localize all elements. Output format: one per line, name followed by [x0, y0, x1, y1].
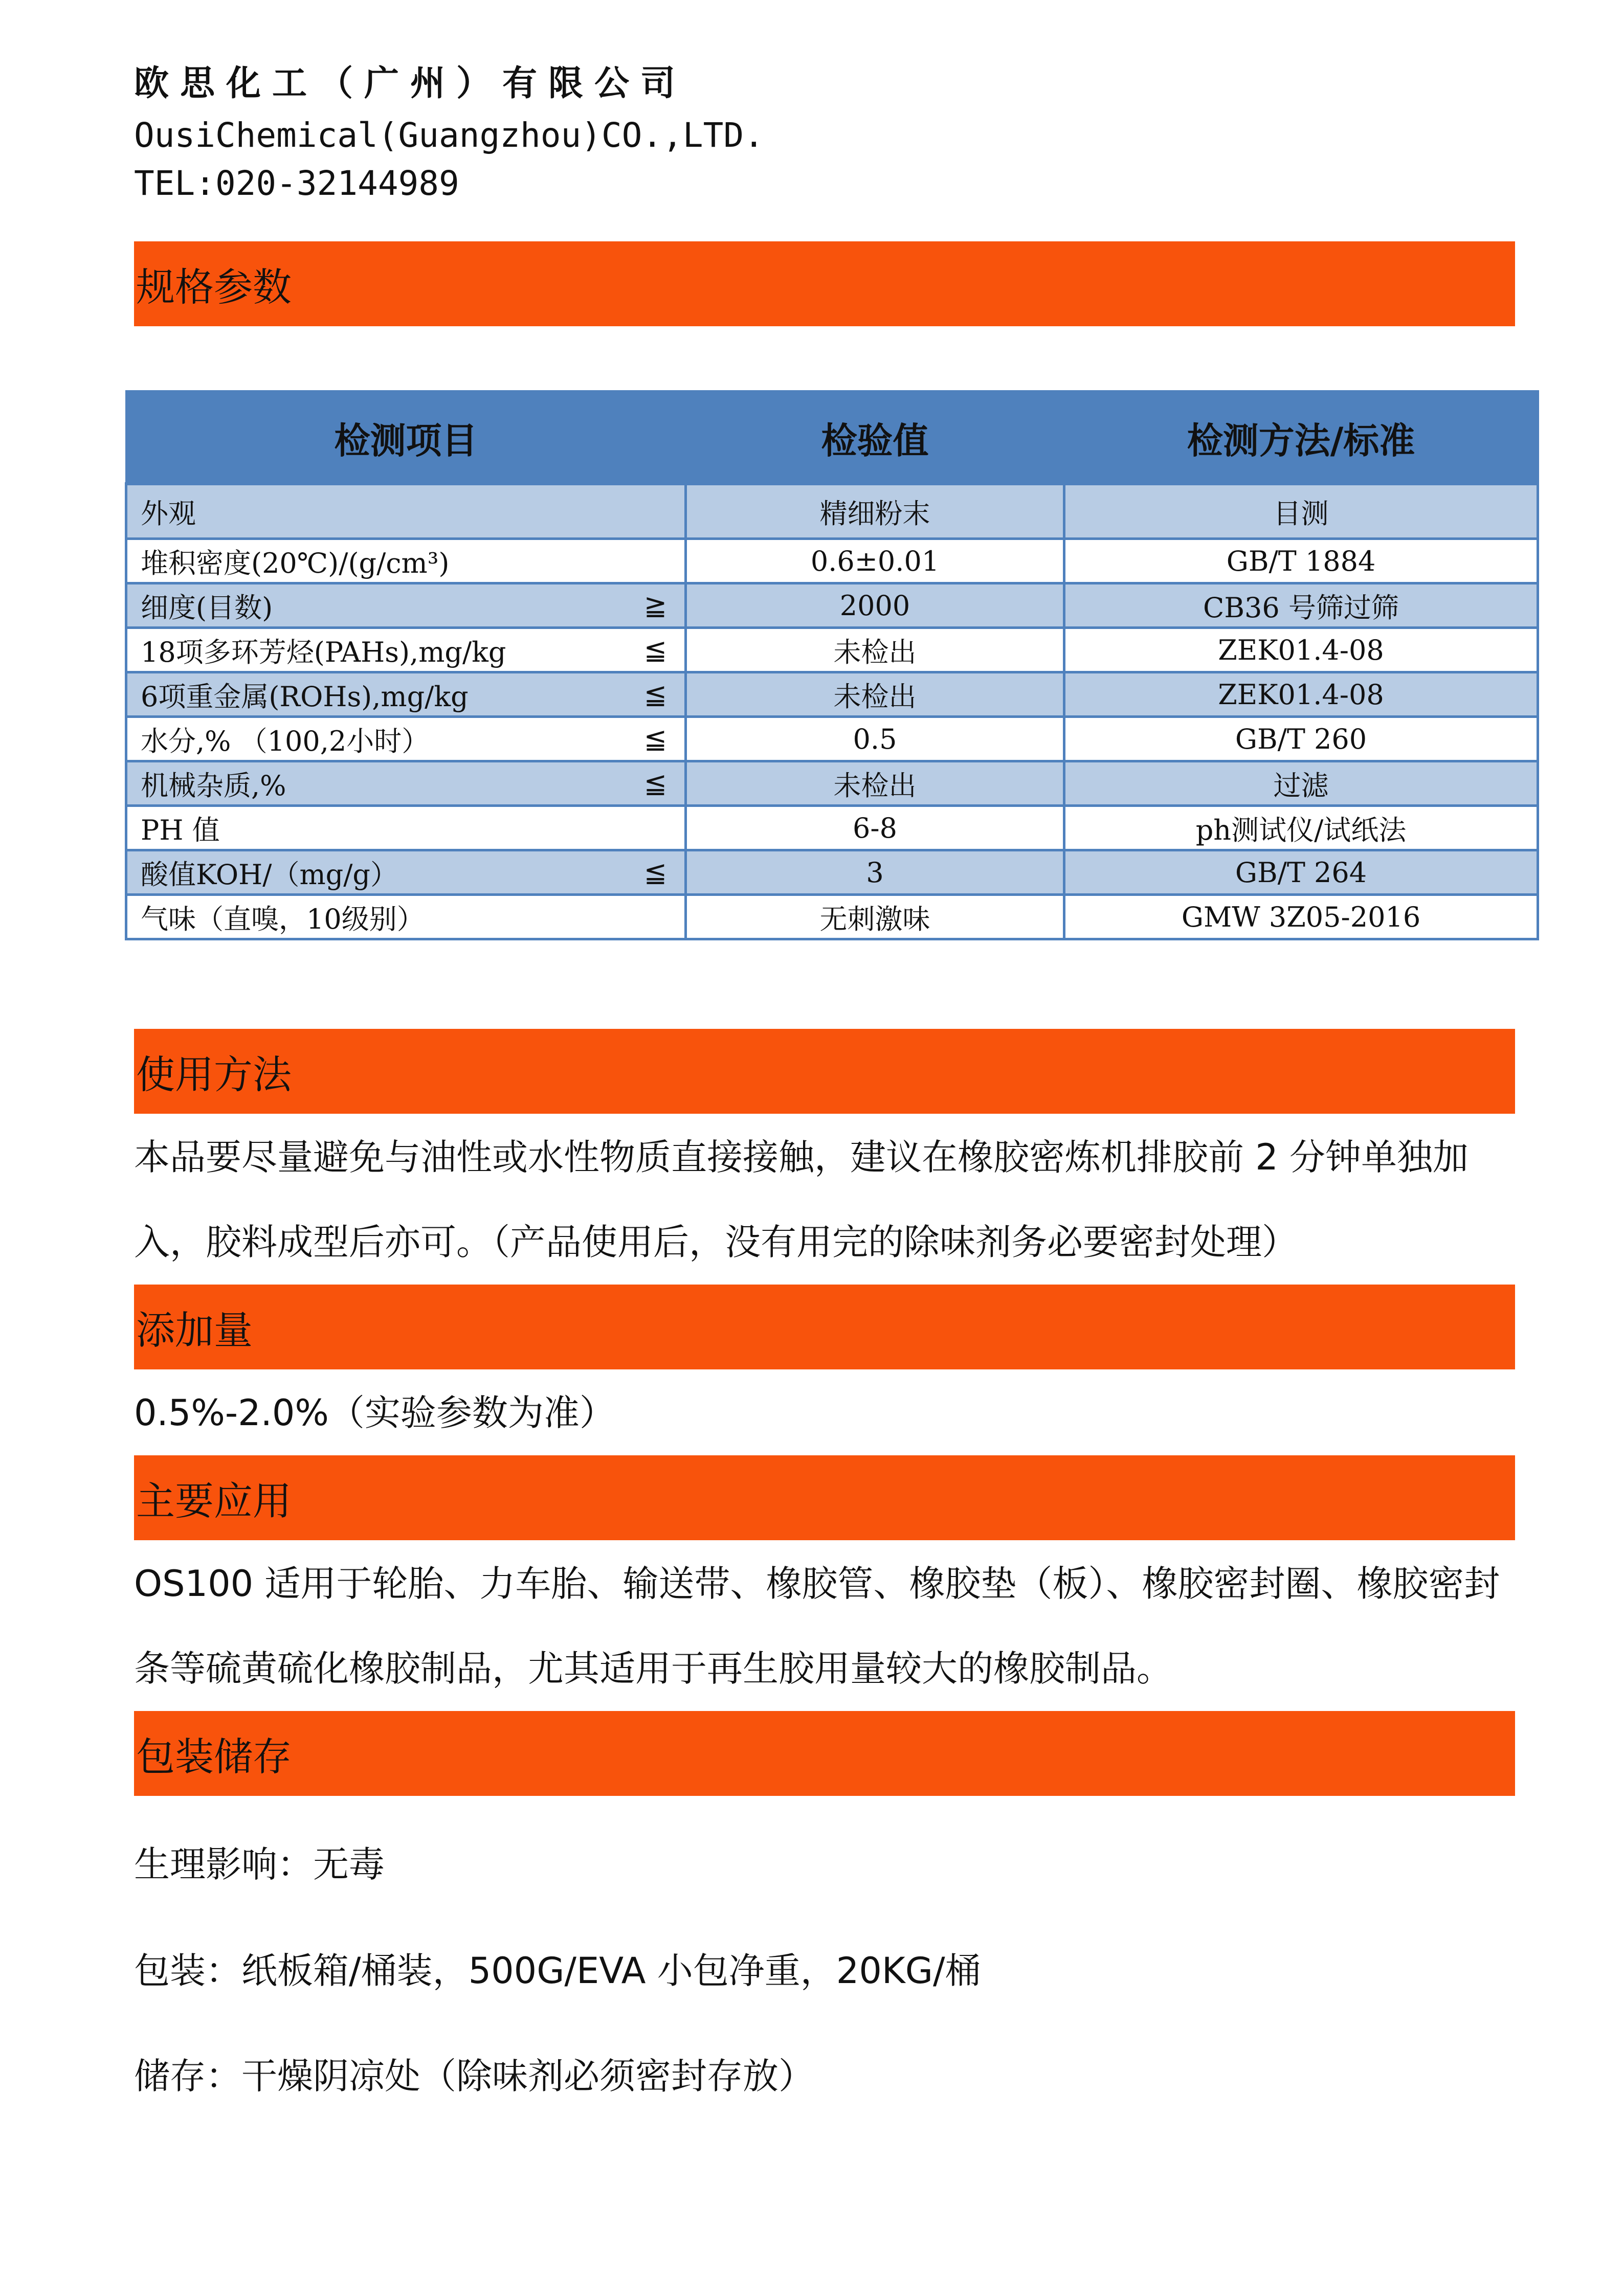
section-title-dosage: 添加量	[136, 1307, 253, 1353]
cell-value: 0.5	[686, 717, 1064, 761]
cell-value: 2000	[686, 583, 1064, 628]
spec-table-row	[126, 806, 1538, 850]
cell-method: ZEK01.4-08	[1064, 672, 1538, 717]
cell-item-symbol: ≧	[643, 589, 667, 622]
company-tel: TEL:020-32144989	[134, 164, 459, 203]
cell-item-label: 气味（直嗅，10级别）	[141, 903, 425, 935]
cell-item-label: 酸值KOH/（mg/g）	[141, 858, 398, 891]
spec-table-header	[126, 392, 1538, 484]
spec-table-row	[126, 672, 1538, 717]
spec-table	[125, 390, 1539, 940]
cell-value: 未检出	[686, 761, 1064, 806]
cell-value: 精细粉末	[686, 484, 1064, 539]
spec-table-row	[126, 484, 1538, 539]
dosage-text: 0.5%-2.0%（实验参数为准）	[134, 1392, 615, 1434]
cell-item	[126, 583, 686, 628]
cell-value: 3	[686, 850, 1064, 895]
spec-table-row	[126, 895, 1538, 939]
cell-item-symbol: ≦	[643, 767, 667, 800]
cell-method: CB36 号筛过筛	[1064, 583, 1538, 628]
cell-item	[126, 672, 686, 717]
cell-method: 过滤	[1064, 761, 1538, 806]
cell-item-label: 外观	[141, 497, 196, 530]
header-method: 检测方法/标准	[1064, 392, 1538, 484]
cell-item-symbol: ≦	[643, 678, 667, 711]
cell-item	[126, 717, 686, 761]
cell-item-label: 堆积密度(20℃)/(g/cm³)	[141, 547, 450, 579]
company-name-cn: 欧思化工（广州）有限公司	[134, 63, 687, 104]
cell-value: 未检出	[686, 628, 1064, 672]
cell-item-symbol: ≦	[643, 634, 667, 666]
cell-item	[126, 484, 686, 539]
cell-method: ph测试仪/试纸法	[1064, 806, 1538, 850]
cell-item-symbol: ≦	[643, 856, 667, 889]
cell-item-label: PH 值	[141, 814, 220, 846]
cell-method: GMW 3Z05-2016	[1064, 895, 1538, 939]
cell-item	[126, 761, 686, 806]
spec-table-row	[126, 583, 1538, 628]
packing-line-toxicity: 生理影响：无毒	[134, 1843, 385, 1885]
section-title-spec: 规格参数	[136, 264, 292, 310]
cell-value: 0.6±0.01	[686, 539, 1064, 583]
cell-value: 未检出	[686, 672, 1064, 717]
cell-value: 6-8	[686, 806, 1064, 850]
section-bar-usage	[134, 1029, 1515, 1114]
section-bar-spec	[134, 241, 1515, 326]
spec-table-row	[126, 850, 1538, 895]
spec-table-row	[126, 717, 1538, 761]
section-bar-dosage	[134, 1285, 1515, 1369]
packing-line-package: 包装：纸板箱/桶装，500G/EVA 小包净重，20KG/桶	[134, 1950, 981, 1992]
cell-item	[126, 806, 686, 850]
cell-method: GB/T 1884	[1064, 539, 1538, 583]
spec-table-row	[126, 761, 1538, 806]
cell-value: 无刺激味	[686, 895, 1064, 939]
header-item: 检测项目	[126, 392, 686, 484]
section-title-application: 主要应用	[136, 1478, 292, 1524]
cell-item-label: 细度(目数)	[141, 591, 273, 624]
cell-method: 目测	[1064, 484, 1538, 539]
cell-method: GB/T 260	[1064, 717, 1538, 761]
cell-item-label: 18项多环芳烃(PAHs),mg/kg	[141, 636, 506, 668]
application-text: OS100 适用于轮胎、力车胎、输送带、橡胶管、橡胶垫（板）、橡胶密封圈、橡胶密封条等硫黄硫化橡胶制品，尤其适用于再生胶用量较大的橡胶制品。	[134, 1563, 1500, 1690]
cell-item	[126, 539, 686, 583]
cell-item	[126, 628, 686, 672]
cell-method: GB/T 264	[1064, 850, 1538, 895]
cell-item-label: 机械杂质,%	[141, 769, 286, 802]
cell-item	[126, 895, 686, 939]
section-bar-application	[134, 1455, 1515, 1540]
packing-line-storage: 储存：干燥阴凉处（除味剂必须密封存放）	[134, 2055, 814, 2097]
cell-method: ZEK01.4-08	[1064, 628, 1538, 672]
spec-table-row	[126, 539, 1538, 583]
spec-table-row	[126, 628, 1538, 672]
section-bar-packing	[134, 1711, 1515, 1796]
company-name-en: OusiChemical(Guangzhou)CO.,LTD.	[134, 116, 764, 155]
cell-item	[126, 850, 686, 895]
cell-item-label: 水分,% （100,2小时）	[141, 725, 430, 757]
header-value: 检验值	[686, 392, 1064, 484]
cell-item-label: 6项重金属(ROHs),mg/kg	[141, 680, 469, 713]
cell-item-symbol: ≦	[643, 723, 667, 755]
section-title-packing: 包装储存	[136, 1734, 292, 1780]
usage-text: 本品要尽量避免与油性或水性物质直接接触，建议在橡胶密炼机排胶前 2 分钟单独加入，胶料成型后亦可。（产品使用后，没有用完的除味剂务必要密封处理）	[134, 1136, 1469, 1263]
section-title-usage: 使用方法	[136, 1051, 292, 1097]
